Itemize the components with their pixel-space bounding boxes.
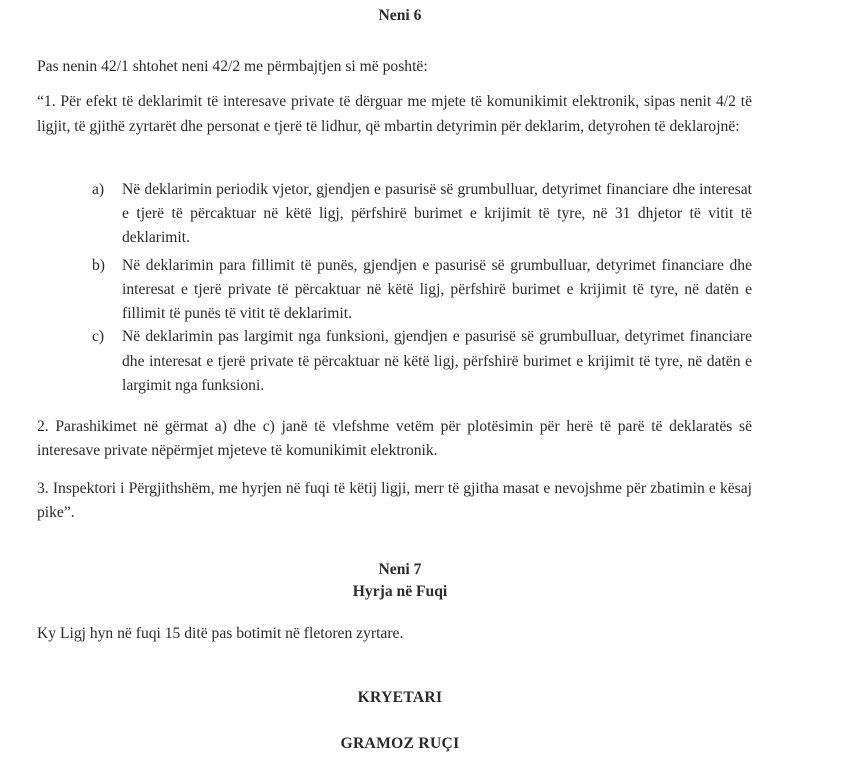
article-6-paragraph-3: 3. Inspektori i Përgjithshëm, me hyrjen në fuqi të këtij ligji, merr të gjitha masat e nevojshme për zbatimin e kësaj pike”. bbox=[37, 480, 752, 521]
article-7-subtitle: Hyrja në Fuqi bbox=[352, 583, 448, 600]
article-6-paragraph-1: “1. Për efekt të deklarimit të interesave private të dërguar me mjete të komunikimit elektronik, sipas nenit 4/2 të ligjit, të gjithë zyrtarët dhe personat e tjerë të lidhur, që mbartin detyrimin për deklarim, detyrohen të deklarojnë: bbox=[37, 93, 752, 135]
article-7-text: Ky Ligj hyn në fuqi 15 ditë pas botimit në fletoren zyrtare. bbox=[37, 625, 404, 642]
article-7-title: Neni 7 bbox=[378, 561, 422, 578]
list-item-text: Në deklarimin periodik vjetor, gjendjen e pasurisë së grumbulluar, detyrimet financiare dhe interesat e tjerë të përcaktuar në këtë ligj, përfshirë burimet e krijimit të tyre, në 31 dhjetor të vitit të deklarimit. bbox=[122, 181, 752, 246]
list-item-text: Në deklarimin pas largimit nga funksioni, gjendjen e pasurisë së grumbulluar, detyrimet financiare dhe interesat e tjerë private të përcaktuar në këtë ligj, përfshirë burimet e krijimit të tyre, në datën e largimit nga funksioni. bbox=[122, 328, 752, 394]
signatory-name: GRAMOZ RUÇI bbox=[340, 735, 460, 752]
list-item-marker: b) bbox=[92, 257, 105, 274]
list-item-marker: a) bbox=[92, 181, 105, 198]
article-6-paragraph-2: 2. Parashikimet në gërmat a) dhe c) janë të vlefshme vetëm për plotësimin për herë të parë të deklaratës së interesave private nëpërmjet mjeteve të komunikimit elektronik. bbox=[37, 418, 752, 459]
list-item-c bbox=[92, 325, 752, 399]
article-6-intro: Pas nenin 42/1 shtohet neni 42/2 me përmbajtjen si më poshtë: bbox=[37, 58, 428, 75]
list-item-marker: c) bbox=[92, 328, 105, 345]
list-item-text: Në deklarimin para fillimit të punës, gjendjen e pasurisë së grumbulluar, detyrimet financiare dhe interesat e tjerë private të përcaktuar në këtë ligj, përfshirë burimet e krijimit të tyre, në datën e fillimit të punës të vitit të deklarimit. bbox=[122, 257, 752, 322]
signatory-role: KRYETARI bbox=[357, 689, 443, 706]
list-item-b bbox=[92, 254, 752, 326]
article-6-title: Neni 6 bbox=[378, 7, 422, 24]
list-item-a bbox=[92, 178, 752, 250]
